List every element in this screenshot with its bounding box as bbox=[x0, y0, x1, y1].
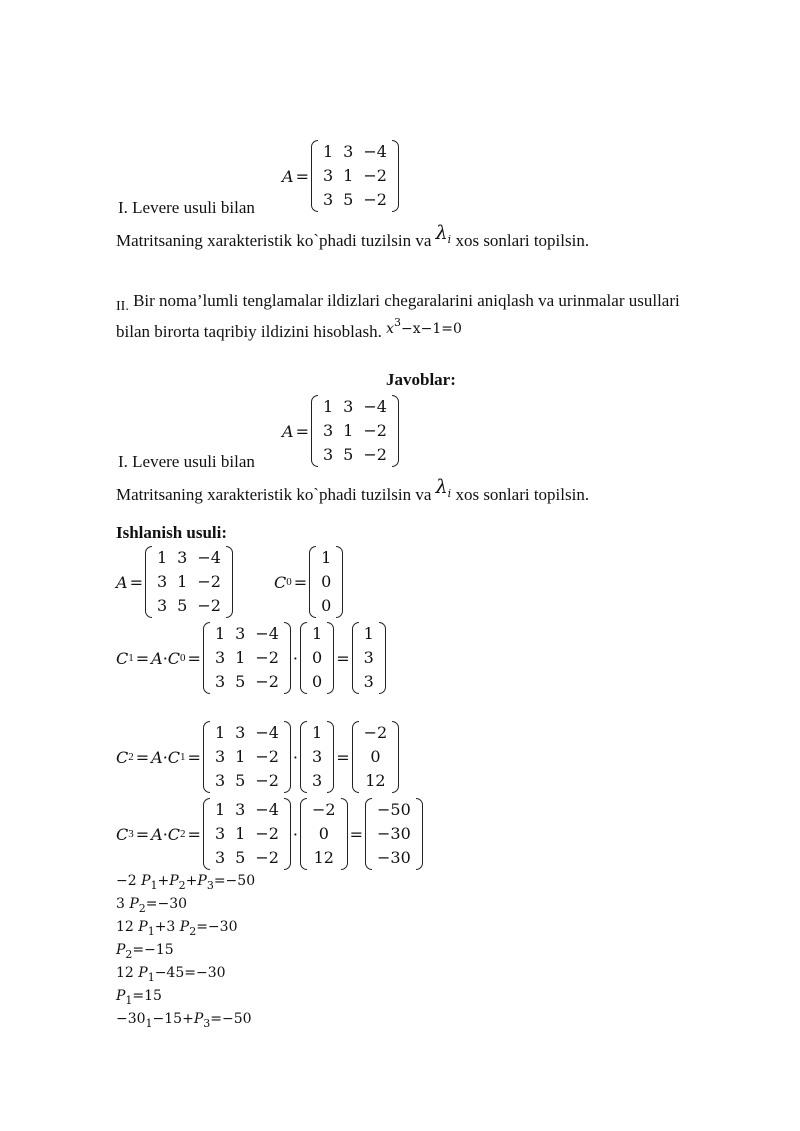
matrix-cell: 1 bbox=[343, 421, 354, 440]
matrix-cell: 5 bbox=[343, 445, 354, 464]
equation-line: $P_1=15$ bbox=[116, 988, 162, 1007]
vector-c0: 1 0 0 bbox=[309, 546, 343, 618]
task2-line1-text: Bir noma’lumli tenglamalar ildizlari chegaralarini aniqlash va urinmalar usullari bbox=[128, 291, 680, 310]
matrix-cell: 3 bbox=[343, 142, 354, 161]
matrix-cell: 3 bbox=[343, 397, 354, 416]
answer-line2 bbox=[116, 476, 590, 505]
method-heading: Ishlanish usuli: bbox=[116, 523, 228, 542]
matrix-cell: 1 bbox=[322, 397, 334, 416]
matrix-cell: −2 bbox=[363, 190, 387, 209]
matrix-cell: 1 bbox=[322, 142, 334, 161]
matrix-a: 1 3 −4 3 1 −2 3 5 −2 bbox=[145, 546, 233, 618]
vector-c2: −2 0 12 bbox=[352, 721, 400, 793]
matrix-label: A bbox=[282, 421, 294, 441]
matrix-cell: 3 bbox=[322, 190, 334, 209]
matrix-a bbox=[311, 140, 399, 212]
matrix-a: 1 3 −4 3 1 −2 3 5 −2 bbox=[203, 721, 291, 793]
task1-line2 bbox=[116, 222, 590, 251]
task1-line2-before: Matritsaning xarakteristik ko`phadi tuzilsin va bbox=[116, 231, 432, 250]
matrix-cell: −4 bbox=[363, 397, 387, 416]
vector-c2: −2 0 12 bbox=[300, 798, 348, 870]
step-c2: C 2 = A·C 1 = 1 3 −4 3 1 −2 3 5 −2 · 1 3 3 = −2 0 12 bbox=[116, 721, 399, 793]
step-c3: C 3 = A·C 2 = 1 3 −4 3 1 −2 3 5 −2 · −2 0 12 = −50 −30 −30 bbox=[116, 798, 423, 870]
vector-c0-definition: C 0 = 1 0 0 bbox=[274, 546, 343, 618]
vector-c3: −50 −30 −30 bbox=[365, 798, 423, 870]
equation-line: −2 $P_1+P_2+P_3=-50$ bbox=[116, 873, 256, 892]
matrix-a bbox=[311, 395, 399, 467]
task1-prefix: I. Levere usuli bilan bbox=[118, 198, 255, 217]
matrix-cell: −4 bbox=[363, 142, 387, 161]
matrix-a-definition: A = 1 3 −4 3 1 −2 3 5 −2 bbox=[116, 546, 233, 618]
vector-c1: 1 3 3 bbox=[300, 721, 334, 793]
task2-line2 bbox=[116, 316, 462, 342]
equations-list bbox=[116, 870, 255, 1031]
matrix-cell: 3 bbox=[322, 166, 334, 185]
answer-line2-after: xos sonlari topilsin. bbox=[455, 485, 590, 504]
answer-line2-before: Matritsaning xarakteristik ko`phadi tuzilsin va bbox=[116, 485, 432, 504]
task1-matrix: A = 1 3 −4 3 1 −2 3 5 −2 bbox=[282, 140, 399, 212]
equation-line: 3 $P_2=-30$ bbox=[116, 896, 188, 915]
matrix-cell: −2 bbox=[363, 445, 387, 464]
task2-equation: x3−x−1=0 bbox=[386, 316, 462, 337]
matrix-label: A bbox=[282, 166, 294, 186]
matrix-cell: 1 bbox=[343, 166, 354, 185]
task2-line2-text: bilan birorta taqribiy ildizini hisoblash. bbox=[116, 322, 382, 341]
equation-line: 12 $P_1+3$ $P_2=-30$ bbox=[116, 919, 238, 938]
equation-line: 12 $P_1-45=-30$ bbox=[116, 965, 226, 984]
answer-prefix: I. Levere usuli bilan bbox=[118, 452, 255, 471]
answers-heading: Javoblar: bbox=[386, 370, 456, 389]
matrix-cell: 5 bbox=[343, 190, 354, 209]
matrix-cell: −2 bbox=[363, 166, 387, 185]
matrix-a-table bbox=[318, 140, 392, 212]
lambda-symbol: $\lambda_i$ bbox=[435, 476, 452, 500]
matrix-cell: 3 bbox=[322, 421, 334, 440]
step-c1: C 1 = A·C 0 = 1 3 −4 3 1 −2 3 5 −2 · 1 0 0 = 1 3 3 bbox=[116, 622, 386, 694]
matrix-cell: −2 bbox=[363, 421, 387, 440]
matrix-a: 1 3 −4 3 1 −2 3 5 −2 bbox=[203, 798, 291, 870]
matrix-a: 1 3 −4 3 1 −2 3 5 −2 bbox=[203, 622, 291, 694]
answer-matrix: A = 1 3 −4 3 1 −2 3 5 −2 bbox=[282, 395, 399, 467]
matrix-a-table bbox=[318, 395, 392, 467]
task1-line2-after: xos sonlari topilsin. bbox=[455, 231, 590, 250]
matrix-cell: 3 bbox=[322, 445, 334, 464]
vector-c0: 1 0 0 bbox=[300, 622, 334, 694]
lambda-symbol: $\lambda_i$ bbox=[435, 222, 452, 246]
equation-line: $P_2=-15$ bbox=[116, 942, 174, 961]
task2-line1 bbox=[116, 291, 680, 314]
equation-line: $-30_1-15+P_3=-50$ bbox=[116, 1011, 252, 1030]
task2-roman: II. bbox=[116, 299, 129, 314]
vector-c1: 1 3 3 bbox=[352, 622, 386, 694]
